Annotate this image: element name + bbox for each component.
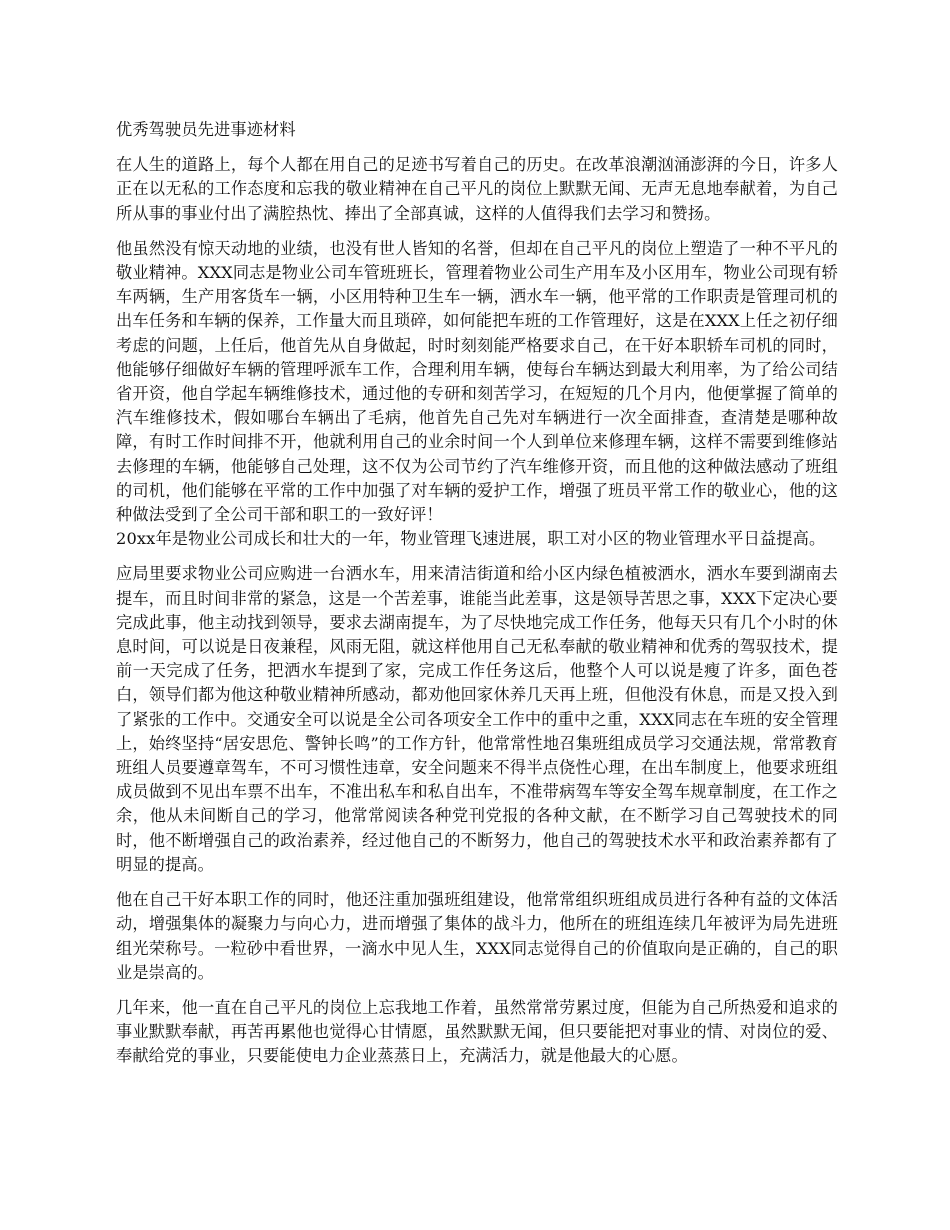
paragraph-team-building: 他在自己干好本职工作的同时，他还注重加强班组建设，他常常组织班组成员进行各种有益的文体活动，增强集体的凝聚力与向心力，进而增强了集体的战斗力，他所在的班组连续几年被评为局先进班组光荣称号。一粒砂中看世界，一滴水中见人生，XXX同志觉得自己的价值取向是正确的，自己的职业是崇高的。: [116, 890, 838, 982]
paragraph-dedication: 几年来，他一直在自己平凡的岗位上忘我地工作着，虽然常常劳累过度，但能为自己所热爱和追求的事业默默奉献，再苦再累他也觉得心甘情愿，虽然默默无闻，但只要能把对事业的情、对岗位的爱、奉献给党的事业，只要能使电力企业蒸蒸日上，充满活力，就是他最大的心愿。: [116, 997, 838, 1066]
paragraph-intro: 在人生的道路上，每个人都在用自己的足迹书写着自己的历史。在改革浪潮汹涌澎湃的今日，许多人正在以无私的工作态度和忘我的敬业精神在自己平凡的岗位上默默无闻、无声无息地奉献着，为自己所从事的事业付出了满腔热忱、捧出了全部真诚，这样的人值得我们去学习和赞扬。: [116, 155, 838, 223]
document-page: [116, 118, 838, 1080]
paragraph-growth: 20xx年是物业公司成长和壮大的一年，物业管理飞速进展，职工对小区的物业管理水平日益提高。: [116, 529, 826, 549]
paragraph-spirit: 他虽然没有惊天动地的业绩，也没有世人皆知的名誉，但却在自己平凡的岗位上塑造了一种不平凡的敬业精神。XXX同志是物业公司车管班班长，管理着物业公司生产用车及小区用车，物业公司现有轿车两辆，生产用客货车一辆，小区用特种卫生车一辆，洒水车一辆，他平常的工作职责是管理司机的出车任务和车辆的保养，工作量大而且琐碎，如何能把车班的工作管理好，这是在XXX上任之初仔细考虑的问题，上任后，他首先从自身做起，时时刻刻能严格要求自己，在干好本职轿车司机的同时，他能够仔细做好车辆的管理呼派车工作，合理利用车辆，使每台车辆达到最大利用率，为了给公司结省开资，他自学起车辆维修技术，通过他的专研和刻苦学习，在短短的几个月内，他便掌握了简单的汽车维修技术，假如哪台车辆出了毛病，他首先自己先对车辆进行一次全面排查，查清楚是哪种故障，有时工作时间排不开，他就利用自己的业余时间一个人到单位来修理车辆，这样不需要到维修站去修理的车辆，他能够自己处理，这不仅为公司节约了汽车维修开资，而且他的这种做法感动了班组的司机，他们能够在平常的工作中加强了对车辆的爱护工作，增强了班员平常工作的敬业心，他的这种做法受到了全公司干部和职工的一致好评！: [116, 238, 838, 525]
paragraph-sprinkler-truck: 应局里要求物业公司应购进一台洒水车，用来清洁街道和给小区内绿色植被洒水，洒水车要到湖南去提车，而且时间非常的紧急，这是一个苦差事，谁能当此差事，这是领导苦思之事，XXX下定决心要完成此事，他主动找到领导，要求去湖南提车，为了尽快地完成工作任务，他每天只有几个小时的休息时间，可以说是日夜兼程，风雨无阻，就这样他用自己无私奉献的敬业精神和优秀的驾驭技术，提前一天完成了任务，把洒水车提到了家，完成工作任务这后，他整个人可以说是瘦了许多，面色苍白，领导们都为他这种敬业精神所感动，都劝他回家休养几天再上班，但他没有休息，而是又投入到了紧张的工作中。交通安全可以说是全公司各项安全工作中的重中之重，XXX同志在车班的安全管理上，始终坚持“居安思危、警钟长鸣”的工作方针，他常常性地召集班组成员学习交通法规，常常教育班组人员要遵章驾车，不可习惯性违章，安全问题来不得半点侥性心理，在出车制度上，他要求班组成员做到不见出车票不出车，不准出私车和私自出车，不准带病驾车等安全驾车规章制度，在工作之余，他从未间断自己的学习，他常常阅读各种党刊党报的各种文献，在不断学习自己驾驶技术的同时，他不断增强自己的政治素养，经过他自己的不断努力，他自己的驾驶技术水平和政治素养都有了明显的提高。: [116, 564, 838, 874]
document-title: 优秀驾驶员先进事迹材料: [116, 120, 296, 139]
